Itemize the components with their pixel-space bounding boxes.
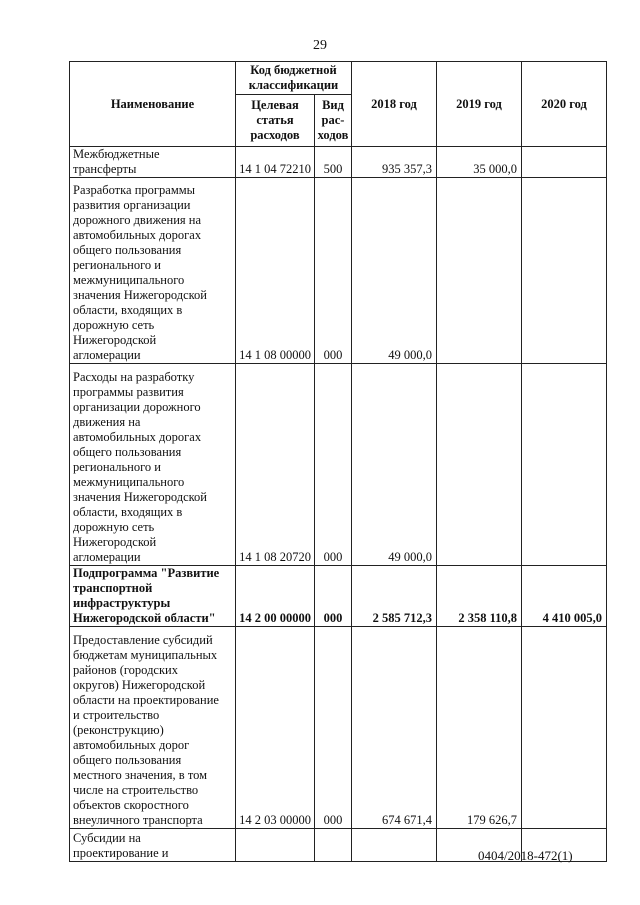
row-expense-type: 000 [315,364,352,566]
row-name: Расходы на разработку программы развития организации дорожного движения на автомобильных дорогах общего пользования регионального и межмуниципального значения Нижегородской области, входящих в дорожную сеть Нижегородской агломерации [70,364,236,566]
row-target-code: 14 1 04 72210 [236,147,315,178]
table-row [70,627,607,829]
row-amount-2020 [522,364,607,566]
row-amount-2019: 2 358 110,8 [437,566,522,627]
header-2020: 2020 год [522,62,607,147]
row-target-code: 14 2 00 00000 [236,566,315,627]
row-amount-2020 [522,147,607,178]
table-row [70,566,607,627]
document-code: 0404/2018-472(1) [478,848,573,863]
row-amount-2020 [522,627,607,829]
page-number: 29 [313,38,327,53]
row-expense-type: 500 [315,147,352,178]
header-2019: 2019 год [437,62,522,147]
row-expense-type [315,829,352,862]
row-amount-2018 [352,829,437,862]
row-amount-2019: 35 000,0 [437,147,522,178]
row-target-code: 14 1 08 00000 [236,178,315,364]
row-amount-2019 [437,364,522,566]
row-expense-type: 000 [315,178,352,364]
header-vid: Вид рас-ходов [315,95,352,147]
table-row [70,178,607,364]
row-target-code [236,829,315,862]
row-amount-2020 [522,178,607,364]
row-amount-2018: 935 357,3 [352,147,437,178]
header-target: Целевая статья расходов [236,95,315,147]
row-amount-2018: 49 000,0 [352,178,437,364]
row-amount-2018: 49 000,0 [352,364,437,566]
budget-table [69,61,607,862]
table-row [70,147,607,178]
row-expense-type: 000 [315,627,352,829]
header-2018: 2018 год [352,62,437,147]
row-name: Подпрограмма "Развитие транспортной инфраструктуры Нижегородской области" [70,566,236,627]
row-name: Предоставление субсидий бюджетам муниципальных районов (городских округов) Нижегородской области на проектирование и строительство (реконструкцию) автомобильных дорог общего пользования местного значения, в том числе на строительство объектов скоростного внеуличного транспорта [70,627,236,829]
row-name: Субсидии на проектирование и [70,829,236,862]
row-name: Межбюджетные трансферты [70,147,236,178]
row-amount-2020: 4 410 005,0 [522,566,607,627]
row-name: Разработка программы развития организации дорожного движения на автомобильных дорогах общего пользования регионального и межмуниципального значения Нижегородской области, входящих в дорожную сеть Нижегородской агломерации [70,178,236,364]
row-amount-2018: 674 671,4 [352,627,437,829]
row-expense-type: 000 [315,566,352,627]
row-target-code: 14 1 08 20720 [236,364,315,566]
header-code-group: Код бюджетной классификации [236,62,352,95]
row-amount-2019: 179 626,7 [437,627,522,829]
table-row [70,364,607,566]
header-name: Наименование [70,62,236,147]
row-target-code: 14 2 03 00000 [236,627,315,829]
row-amount-2018: 2 585 712,3 [352,566,437,627]
row-amount-2019 [437,178,522,364]
